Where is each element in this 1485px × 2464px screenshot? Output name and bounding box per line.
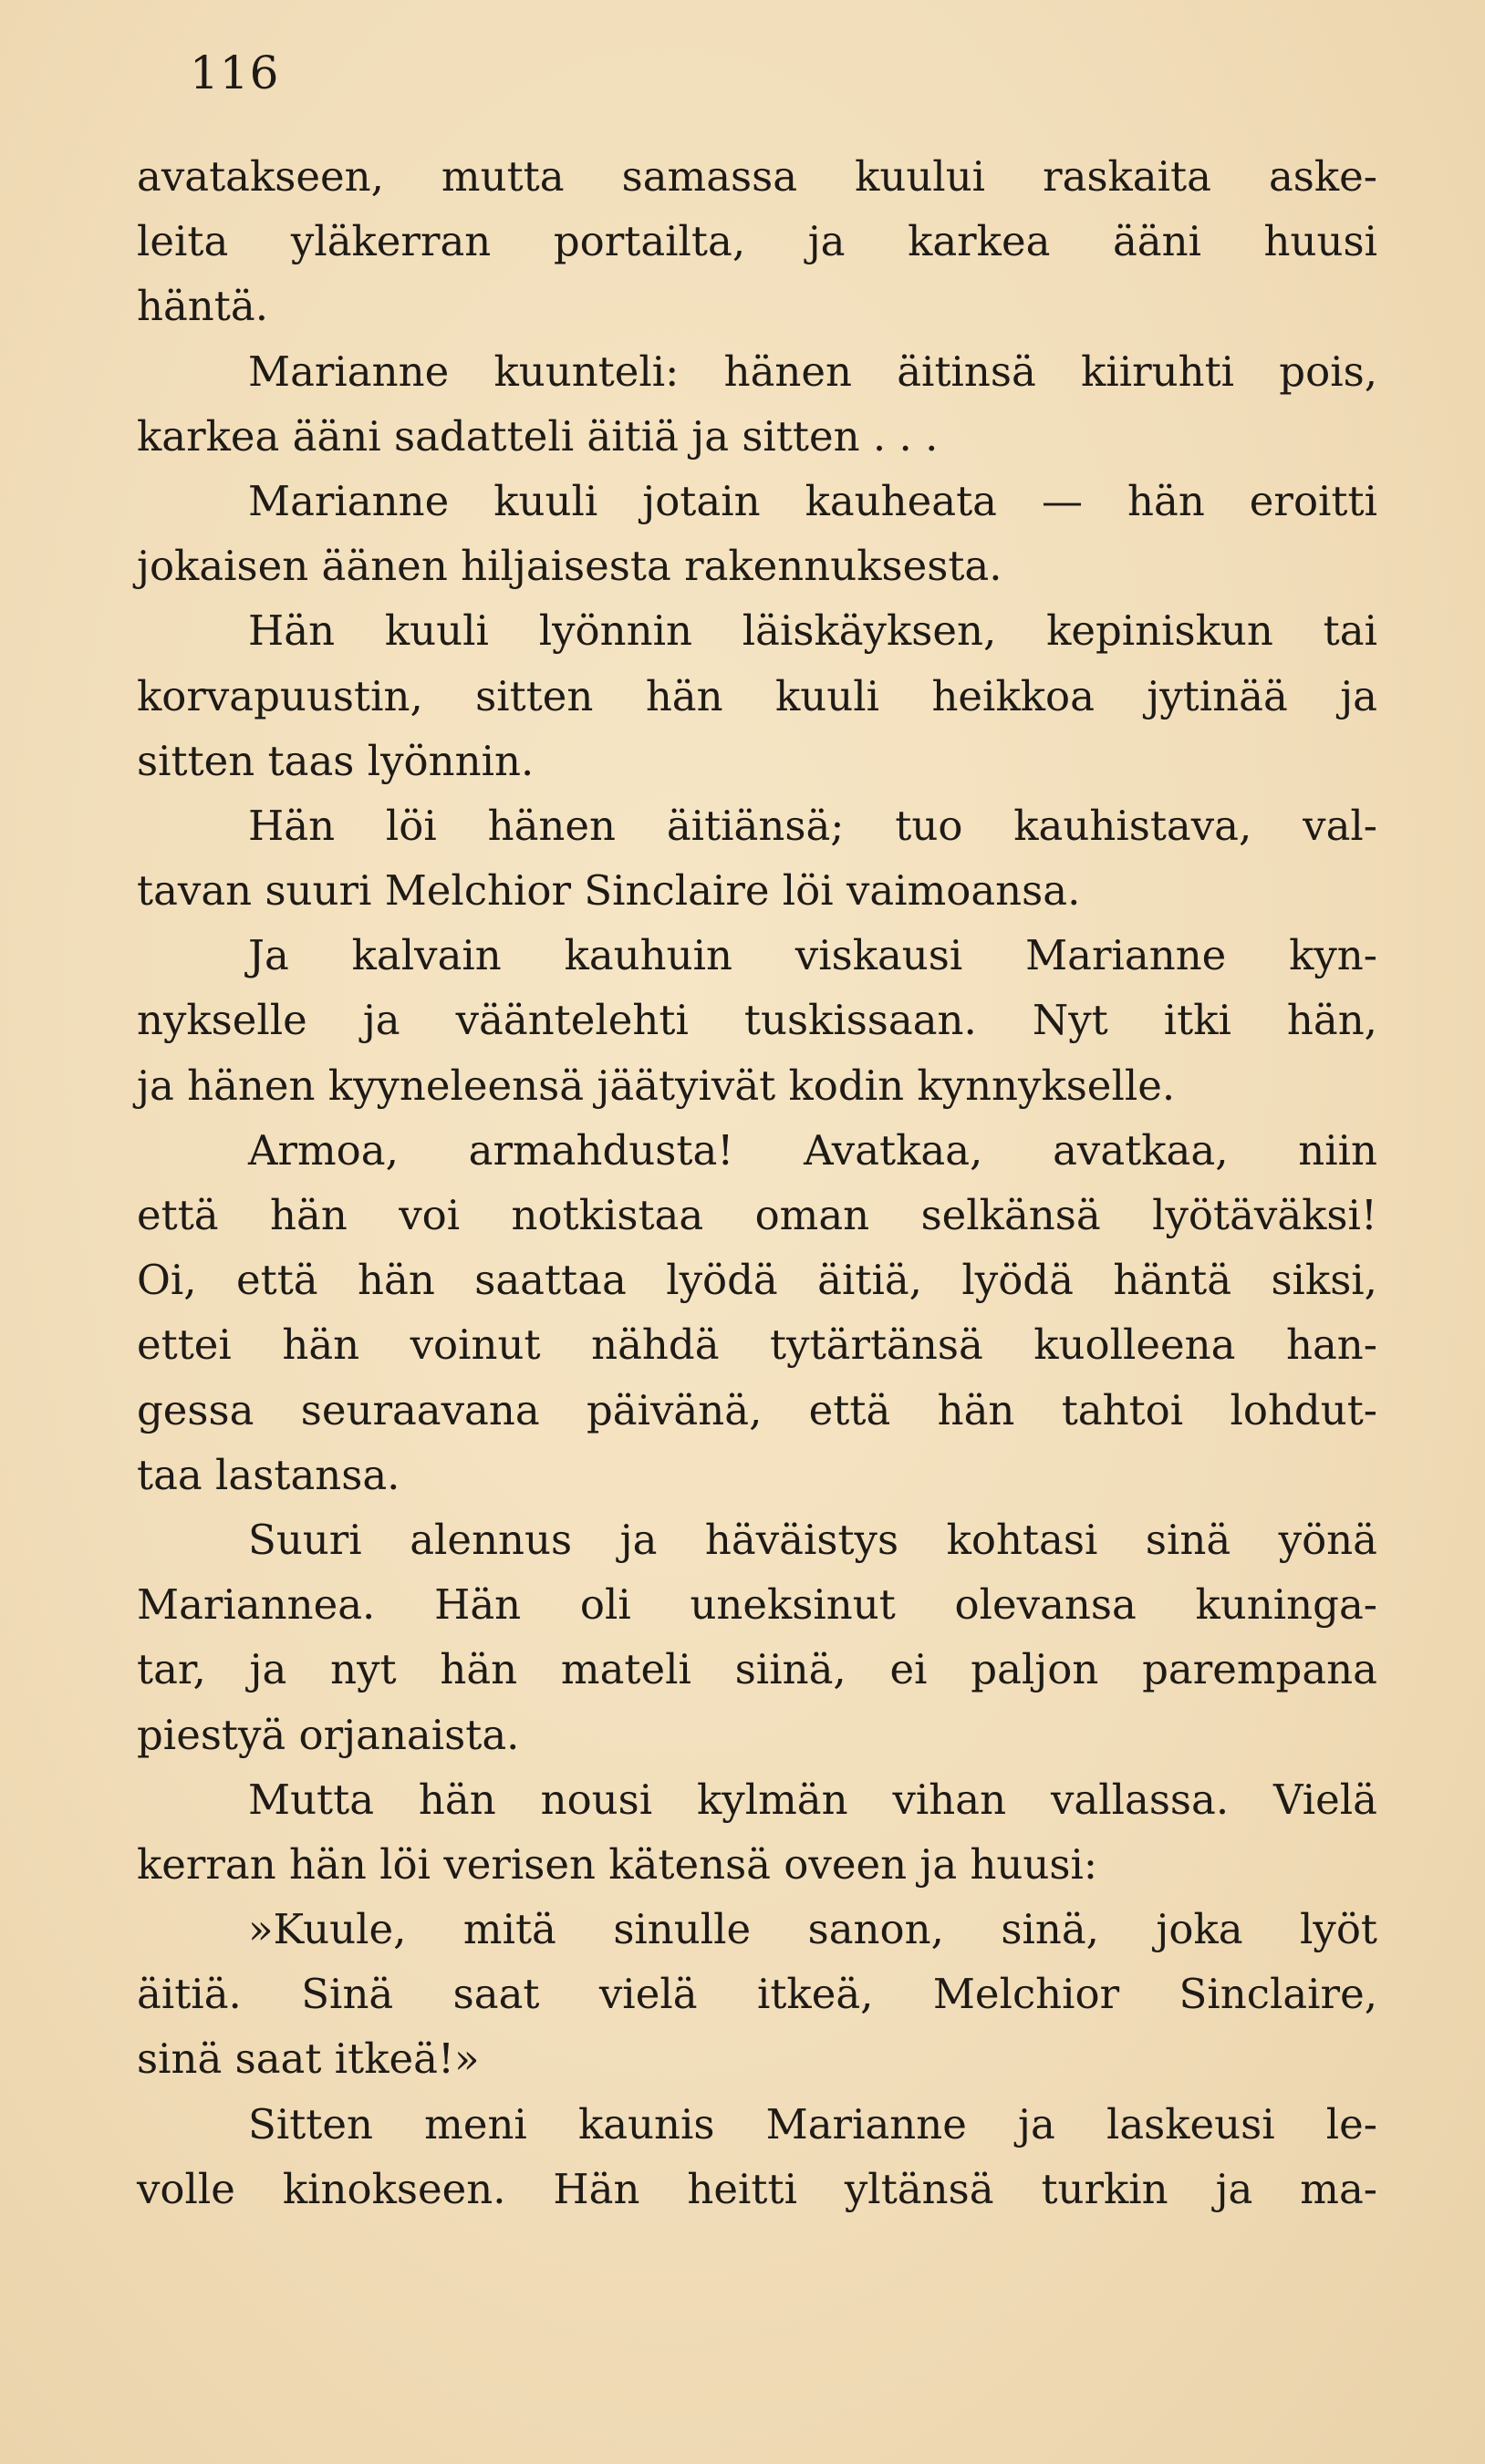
text-line: Sitten meni kaunis Marianne ja laskeusi le-	[248, 2099, 1377, 2148]
text-line: Mariannea. Hän oli uneksinut olevansa kuninga-	[137, 1580, 1377, 1630]
text-line: ettei hän voinut nähdä tytärtänsä kuolleena han-	[137, 1320, 1377, 1370]
text-line: jokaisen äänen hiljaisesta rakennuksesta.	[137, 542, 1002, 591]
text-line: ja hänen kyyneleensä jäätyivät kodin kynnykselle.	[137, 1061, 1176, 1110]
text-line: Hän löi hänen äitiänsä; tuo kauhistava, val-	[248, 801, 1377, 850]
text-line: nykselle ja vääntelehti tuskissaan. Nyt itki hän,	[137, 996, 1377, 1045]
text-line: kerran hän löi verisen kätensä oveen ja huusi:	[137, 1839, 1098, 1889]
text-line: »Kuule, mitä sinulle sanon, sinä, joka lyöt	[248, 1905, 1377, 1954]
text-line: Armoa, armahdusta! Avatkaa, avatkaa, niin	[248, 1125, 1377, 1175]
text-line: tar, ja nyt hän mateli siinä, ei paljon parempana	[137, 1645, 1377, 1694]
text-line: Hän kuuli lyönnin läiskäyksen, kepiniskun tai	[248, 606, 1377, 656]
text-line: volle kinokseen. Hän heitti yltänsä turkin ja ma-	[137, 2164, 1377, 2213]
text-line: Ja kalvain kauhuin viskausi Marianne kyn-	[248, 931, 1377, 980]
page-number: 116	[190, 47, 280, 99]
text-line: häntä.	[137, 282, 269, 331]
text-line: tavan suuri Melchior Sinclaire löi vaimoansa.	[137, 866, 1081, 916]
text-line: että hän voi notkistaa oman selkänsä lyötäväksi!	[137, 1191, 1377, 1239]
text-line: Oi, että hän saattaa lyödä äitiä, lyödä häntä siksi,	[137, 1256, 1377, 1305]
text-line: karkea ääni sadatteli äitiä ja sitten . . .	[137, 411, 939, 461]
text-line: Suuri alennus ja häväistys kohtasi sinä yönä	[248, 1515, 1377, 1564]
text-line: piestyä orjanaista.	[137, 1710, 520, 1759]
text-line: Marianne kuuli jotain kauheata — hän eroitti	[248, 476, 1377, 525]
text-line: sinä saat itkeä!»	[137, 2034, 480, 2084]
text-line: äitiä. Sinä saat vielä itkeä, Melchior Sinclaire,	[137, 1970, 1377, 2019]
text-line: taa lastansa.	[137, 1450, 400, 1499]
text-line: sitten taas lyönnin.	[137, 736, 535, 785]
text-line: Marianne kuunteli: hänen äitinsä kiiruhti pois,	[248, 347, 1377, 396]
text-line: avatakseen, mutta samassa kuului raskaita aske-	[137, 152, 1377, 201]
text-line: korvapuustin, sitten hän kuuli heikkoa jytinää ja	[137, 671, 1377, 720]
body-text	[137, 144, 1377, 2221]
text-line: leita yläkerran portailta, ja karkea ääni huusi	[137, 217, 1377, 266]
text-line: Mutta hän nousi kylmän vihan vallassa. Vielä	[248, 1775, 1377, 1824]
text-line: gessa seuraavana päivänä, että hän tahtoi lohdut-	[137, 1385, 1377, 1434]
